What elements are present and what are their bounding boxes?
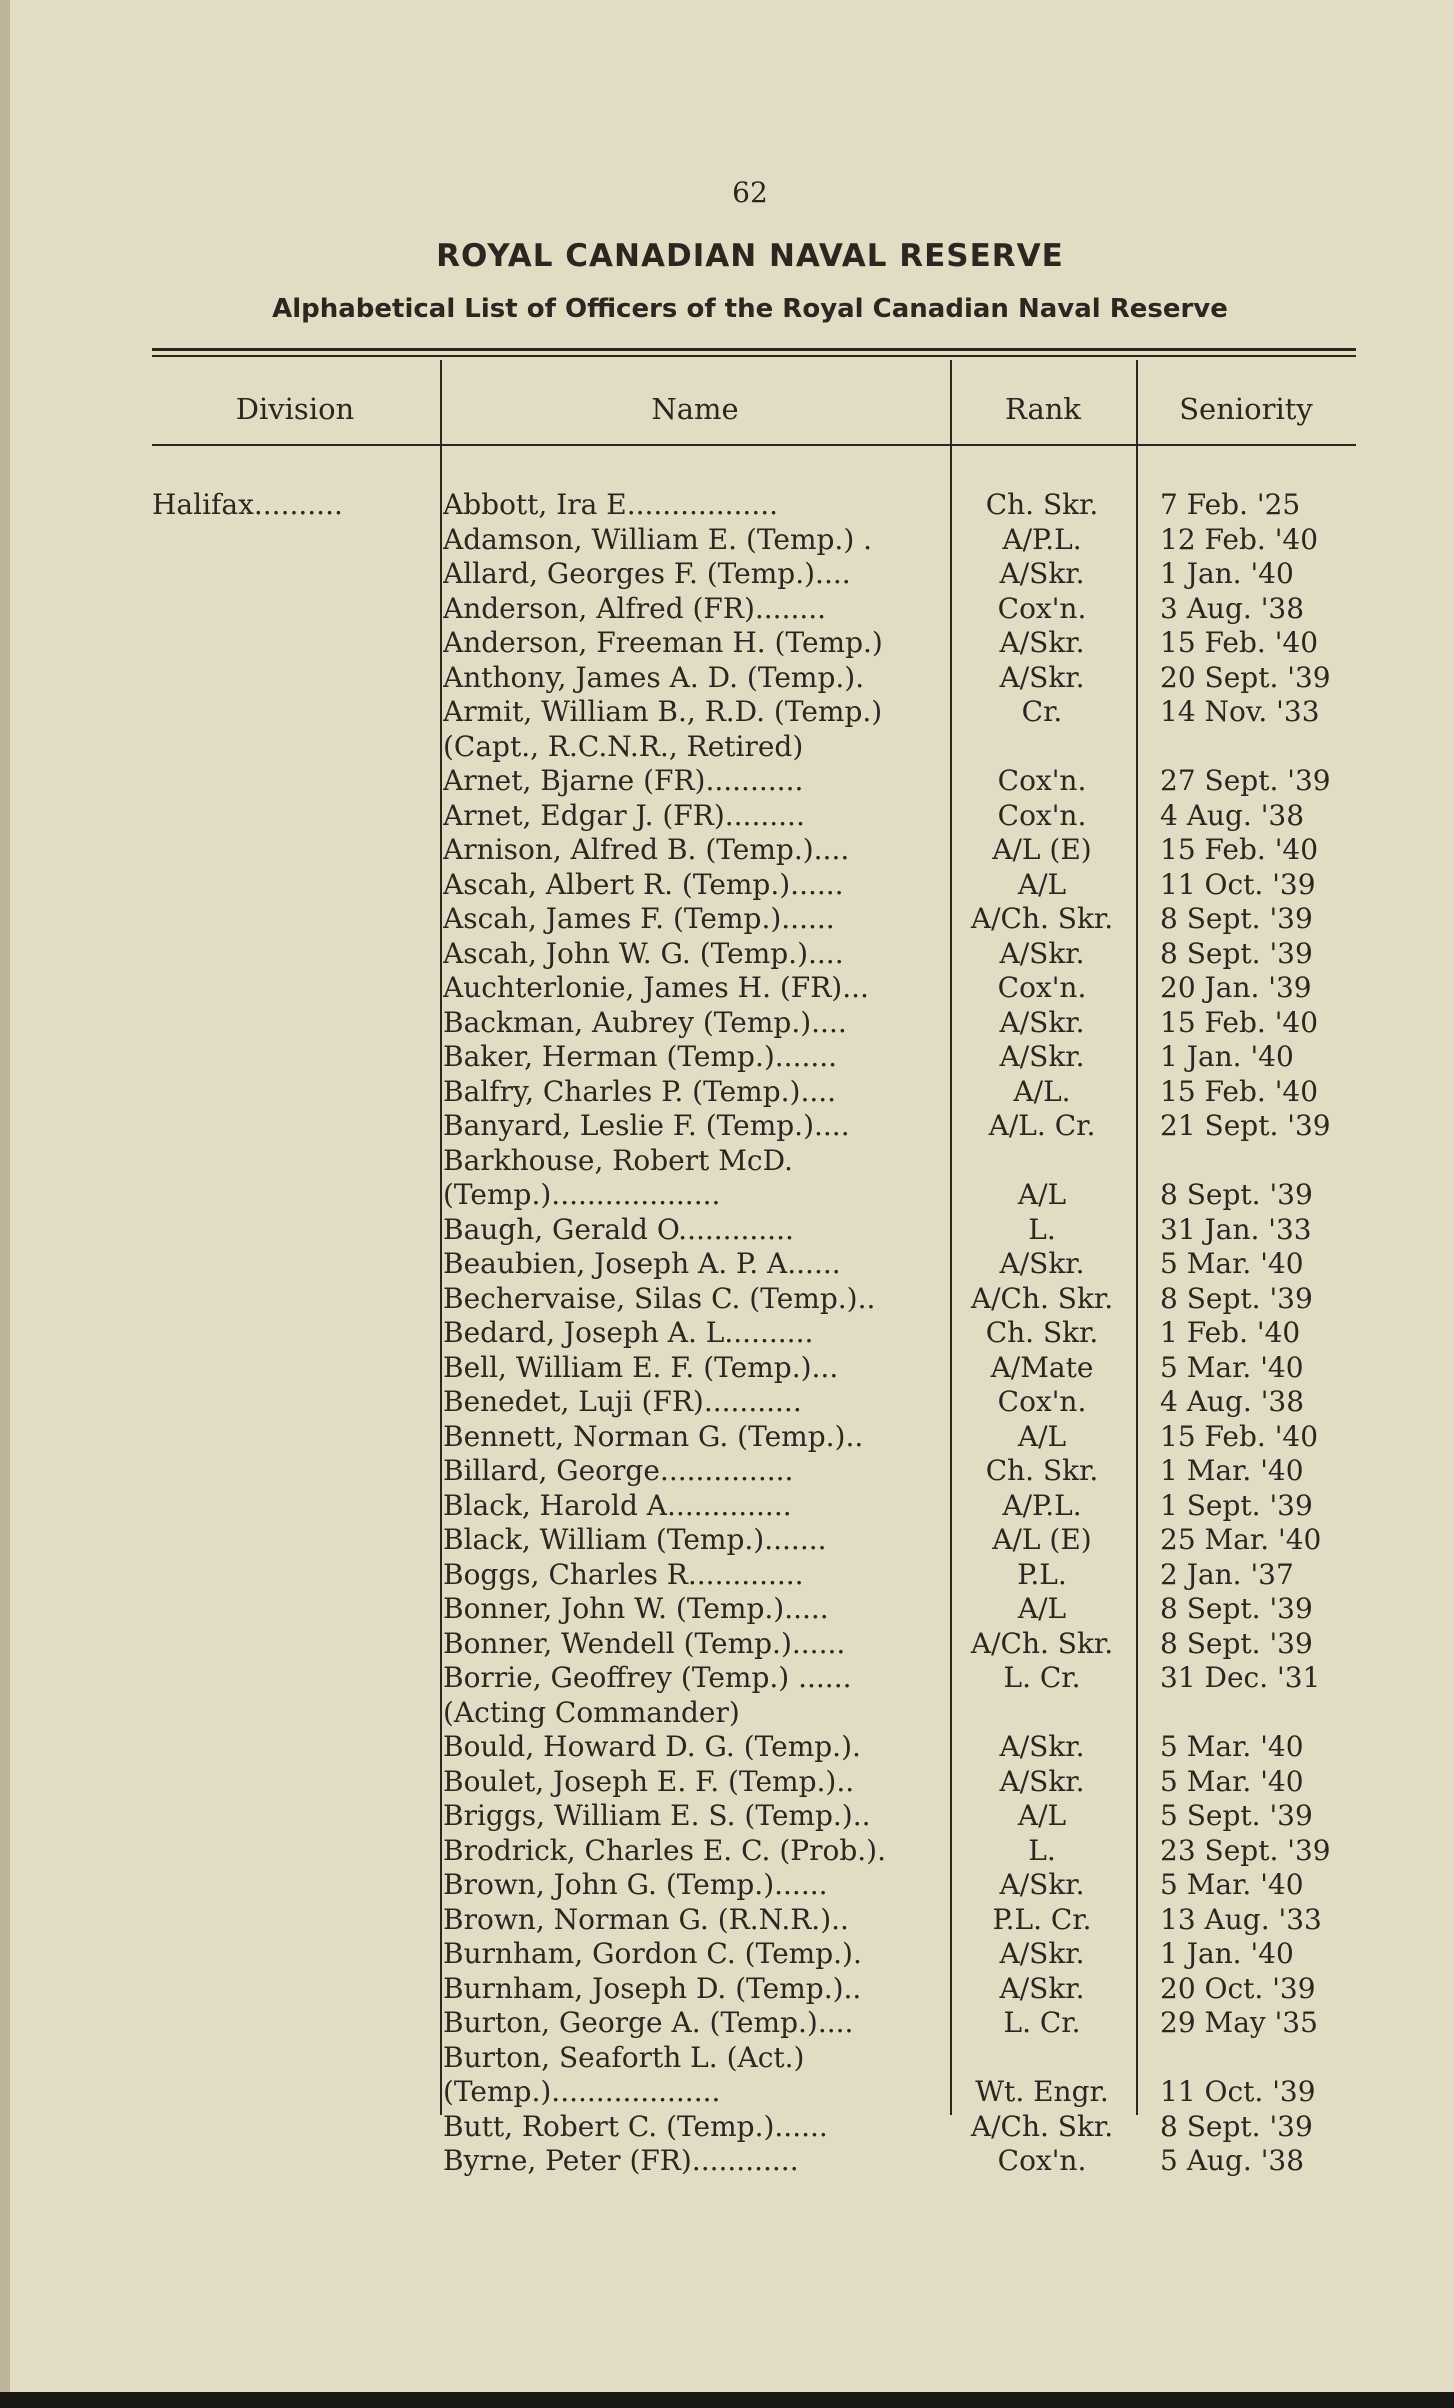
cell-seniority: 8 Sept. '39 <box>1160 1281 1313 1315</box>
cell-seniority: 29 May '35 <box>1160 2006 1318 2039</box>
cell-rank: A/Skr. <box>999 557 1085 590</box>
table-row <box>0 1351 1454 1386</box>
cell-name: Barkhouse, Robert McD. <box>443 1143 793 1177</box>
cell-seniority: 20 Jan. '39 <box>1160 971 1312 1004</box>
header-underline-rank <box>952 444 1136 446</box>
cell-rank: A/Skr. <box>999 1868 1085 1901</box>
cell-name: Burnham, Gordon C. (Temp.). <box>443 1937 862 1970</box>
cell-name: Arnison, Alfred B. (Temp.).... <box>443 833 850 866</box>
cell-name: Balfry, Charles P. (Temp.).... <box>443 1074 837 1108</box>
cell-name: Ascah, James F. (Temp.)...... <box>443 902 835 935</box>
table-row <box>0 799 1454 834</box>
cell-rank: Ch. Skr. <box>985 488 1099 521</box>
cell-name: (Capt., R.C.N.R., Retired) <box>443 729 804 763</box>
cell-seniority: 8 Sept. '39 <box>1160 936 1313 970</box>
table-row <box>0 1972 1454 2007</box>
header-underline-division <box>152 444 440 446</box>
cell-name: Brown, Norman G. (R.N.R.).. <box>443 1902 849 1936</box>
cell-rank: A/Skr. <box>999 626 1085 659</box>
cell-rank: A/Skr. <box>999 1937 1085 1970</box>
officer-list <box>0 488 1454 2179</box>
cell-seniority: 21 Sept. '39 <box>1160 1109 1331 1142</box>
cell-seniority: 5 Mar. '40 <box>1160 1730 1304 1763</box>
cell-name: Black, William (Temp.)....... <box>443 1523 827 1556</box>
table-row <box>0 1868 1454 1903</box>
cell-seniority: 25 Mar. '40 <box>1160 1523 1322 1556</box>
cell-name: Byrne, Peter (FR)............ <box>443 2144 799 2177</box>
table-row <box>0 626 1454 661</box>
cell-rank: A/Skr. <box>999 1764 1085 1798</box>
cell-seniority: 8 Sept. '39 <box>1160 2109 1313 2143</box>
cell-seniority: 15 Feb. '40 <box>1160 626 1319 659</box>
table-row <box>0 1730 1454 1765</box>
cell-rank: A/L (E) <box>992 1523 1092 1556</box>
cell-seniority: 20 Sept. '39 <box>1160 660 1331 694</box>
cell-rank: Ch. Skr. <box>985 1454 1099 1487</box>
table-row <box>0 1109 1454 1144</box>
cell-name: Bechervaise, Silas C. (Temp.).. <box>443 1281 876 1315</box>
cell-name: Burton, Seaforth L. (Act.) <box>443 2040 805 2074</box>
cell-name: Boggs, Charles R............. <box>443 1557 804 1591</box>
table-row <box>0 730 1454 765</box>
table-row <box>0 833 1454 868</box>
cell-name: Bould, Howard D. G. (Temp.). <box>443 1730 861 1763</box>
cell-rank: A/Mate <box>990 1350 1094 1384</box>
cell-rank: Cox'n. <box>997 971 1087 1004</box>
cell-name: Black, Harold A.............. <box>443 1488 792 1522</box>
cell-name: Bonner, John W. (Temp.)..... <box>443 1592 829 1625</box>
page-subtitle: Alphabetical List of Officers of the Royal Canadian Naval Reserve <box>272 294 1228 324</box>
cell-rank: A/Ch. Skr. <box>970 902 1114 935</box>
cell-rank: A/Skr. <box>999 1040 1085 1073</box>
cell-rank: A/L. Cr. <box>988 1109 1096 1142</box>
cell-seniority: 11 Oct. '39 <box>1160 867 1316 901</box>
cell-name: Armit, William B., R.D. (Temp.) <box>443 695 883 728</box>
table-row <box>0 1178 1454 1213</box>
cell-name: Burnham, Joseph D. (Temp.).. <box>443 1971 862 2005</box>
table-row <box>0 695 1454 730</box>
table-row <box>0 1420 1454 1455</box>
table-row <box>0 971 1454 1006</box>
cell-name: Ascah, John W. G. (Temp.).... <box>443 936 844 970</box>
cell-name: Baker, Herman (Temp.)....... <box>443 1040 838 1073</box>
cell-name: Bedard, Joseph A. L.......... <box>443 1316 814 1349</box>
cell-rank: Wt. Engr. <box>975 2075 1109 2108</box>
cell-seniority: 5 Mar. '40 <box>1160 1350 1304 1384</box>
cell-seniority: 3 Aug. '38 <box>1160 591 1305 625</box>
cell-rank: L. Cr. <box>1003 1661 1081 1694</box>
cell-rank: A/P.L. <box>1002 522 1082 556</box>
cell-rank: A/Skr. <box>999 1247 1085 1280</box>
table-row <box>0 1627 1454 1662</box>
cell-name: Adamson, William E. (Temp.) . <box>443 522 873 556</box>
cell-seniority: 8 Sept. '39 <box>1160 902 1313 935</box>
table-row <box>0 1385 1454 1420</box>
table-row <box>0 1040 1454 1075</box>
table-row <box>0 2041 1454 2076</box>
cell-rank: A/Ch. Skr. <box>970 1626 1114 1660</box>
cell-seniority: 5 Mar. '40 <box>1160 1247 1304 1280</box>
cell-seniority: 15 Feb. '40 <box>1160 1074 1319 1108</box>
cell-rank: P.L. <box>1017 1557 1067 1591</box>
table-row <box>0 1558 1454 1593</box>
table-row <box>0 1661 1454 1696</box>
cell-seniority: 1 Jan. '40 <box>1160 1040 1294 1073</box>
cell-seniority: 27 Sept. '39 <box>1160 764 1331 797</box>
cell-seniority: 31 Jan. '33 <box>1160 1212 1312 1246</box>
cell-name: Backman, Aubrey (Temp.).... <box>443 1005 847 1039</box>
table-row <box>0 2006 1454 2041</box>
table-row <box>0 1316 1454 1351</box>
cell-seniority: 15 Feb. '40 <box>1160 1005 1319 1039</box>
table-row <box>0 1696 1454 1731</box>
table-row <box>0 1454 1454 1489</box>
cell-seniority: 13 Aug. '33 <box>1160 1902 1322 1936</box>
cell-seniority: 4 Aug. '38 <box>1160 1385 1305 1418</box>
header-underline-seniority <box>1138 444 1356 446</box>
table-row <box>0 2144 1454 2179</box>
cell-name: Arnet, Bjarne (FR)........... <box>443 764 804 797</box>
cell-name: (Acting Commander) <box>443 1695 740 1729</box>
table-row <box>0 1903 1454 1938</box>
cell-name: (Temp.)................... <box>443 1178 721 1211</box>
cell-rank: P.L. Cr. <box>992 1902 1092 1936</box>
cell-name: Bennett, Norman G. (Temp.).. <box>443 1419 864 1453</box>
table-row <box>0 2075 1454 2110</box>
cell-division: Halifax.......... <box>152 488 343 521</box>
cell-rank: Cox'n. <box>997 1385 1087 1418</box>
cell-name: Banyard, Leslie F. (Temp.).... <box>443 1109 850 1142</box>
cell-name: Bonner, Wendell (Temp.)...... <box>443 1626 846 1660</box>
table-row <box>0 1282 1454 1317</box>
header-double-rule-top <box>152 348 1356 351</box>
cell-rank: A/P.L. <box>1002 1488 1082 1522</box>
cell-name: Brown, John G. (Temp.)...... <box>443 1868 828 1901</box>
cell-name: Brodrick, Charles E. C. (Prob.). <box>443 1833 886 1867</box>
table-row <box>0 1247 1454 1282</box>
cell-seniority: 5 Mar. '40 <box>1160 1764 1304 1798</box>
cell-rank: A/L <box>1017 1799 1067 1832</box>
cell-seniority: 1 Sept. '39 <box>1160 1488 1313 1522</box>
cell-seniority: 1 Jan. '40 <box>1160 1937 1294 1970</box>
table-row <box>0 1799 1454 1834</box>
cell-name: (Temp.)................... <box>443 2075 721 2108</box>
cell-name: Boulet, Joseph E. F. (Temp.).. <box>443 1764 855 1798</box>
cell-name: Allard, Georges F. (Temp.).... <box>443 557 851 590</box>
cell-rank: A/Skr. <box>999 936 1085 970</box>
cell-seniority: 23 Sept. '39 <box>1160 1833 1331 1867</box>
cell-seniority: 31 Dec. '31 <box>1160 1661 1321 1694</box>
table-row <box>0 937 1454 972</box>
cell-rank: A/Skr. <box>999 1730 1085 1763</box>
cell-seniority: 1 Mar. '40 <box>1160 1454 1304 1487</box>
cell-rank: Ch. Skr. <box>985 1316 1099 1349</box>
cell-name: Anthony, James A. D. (Temp.). <box>443 660 865 694</box>
cell-rank: Cr. <box>1021 695 1063 728</box>
table-row <box>0 1523 1454 1558</box>
cell-rank: A/Skr. <box>999 1971 1085 2005</box>
table-row <box>0 1937 1454 1972</box>
cell-seniority: 2 Jan. '37 <box>1160 1557 1294 1591</box>
page-number: 62 <box>732 176 768 209</box>
table-row <box>0 764 1454 799</box>
cell-name: Butt, Robert C. (Temp.)...... <box>443 2109 828 2143</box>
cell-name: Arnet, Edgar J. (FR)......... <box>443 798 805 832</box>
table-row <box>0 661 1454 696</box>
cell-name: Burton, George A. (Temp.).... <box>443 2006 854 2039</box>
cell-rank: Cox'n. <box>997 591 1087 625</box>
cell-seniority: 15 Feb. '40 <box>1160 1419 1319 1453</box>
cell-rank: A/Ch. Skr. <box>970 2109 1114 2143</box>
cell-seniority: 12 Feb. '40 <box>1160 522 1319 556</box>
table-row <box>0 1592 1454 1627</box>
cell-rank: A/L (E) <box>992 833 1092 866</box>
cell-name: Ascah, Albert R. (Temp.)...... <box>443 867 844 901</box>
cell-name: Anderson, Freeman H. (Temp.) <box>443 626 883 659</box>
cell-rank: A/L <box>1017 867 1067 901</box>
page-bottom-edge <box>0 2392 1454 2408</box>
cell-name: Bell, William E. F. (Temp.)... <box>443 1350 839 1384</box>
table-row <box>0 592 1454 627</box>
column-header-name: Name <box>651 392 739 426</box>
cell-rank: L. <box>1028 1833 1056 1867</box>
cell-seniority: 11 Oct. '39 <box>1160 2075 1316 2108</box>
cell-rank: A/Skr. <box>999 1005 1085 1039</box>
cell-rank: A/L <box>1017 1592 1067 1625</box>
cell-name: Borrie, Geoffrey (Temp.) ...... <box>443 1661 852 1694</box>
cell-name: Benedet, Luji (FR)........... <box>443 1385 802 1418</box>
table-row <box>0 523 1454 558</box>
cell-seniority: 8 Sept. '39 <box>1160 1626 1313 1660</box>
cell-seniority: 7 Feb. '25 <box>1160 488 1301 521</box>
cell-name: Baugh, Gerald O............. <box>443 1212 794 1246</box>
table-row <box>0 1144 1454 1179</box>
cell-name: Auchterlonie, James H. (FR)... <box>443 971 869 1004</box>
table-row <box>0 488 1454 523</box>
cell-name: Abbott, Ira E................. <box>443 488 779 521</box>
column-header-seniority: Seniority <box>1179 392 1313 426</box>
cell-seniority: 15 Feb. '40 <box>1160 833 1319 866</box>
cell-seniority: 8 Sept. '39 <box>1160 1178 1313 1211</box>
table-row <box>0 557 1454 592</box>
cell-rank: L. <box>1028 1212 1056 1246</box>
cell-rank: Cox'n. <box>997 764 1087 797</box>
cell-seniority: 4 Aug. '38 <box>1160 798 1305 832</box>
column-header-rank: Rank <box>1004 392 1082 426</box>
cell-seniority: 5 Aug. '38 <box>1160 2144 1305 2177</box>
cell-seniority: 8 Sept. '39 <box>1160 1592 1313 1625</box>
cell-seniority: 14 Nov. '33 <box>1160 695 1320 728</box>
cell-seniority: 1 Feb. '40 <box>1160 1316 1301 1349</box>
cell-seniority: 1 Jan. '40 <box>1160 557 1294 590</box>
cell-rank: A/L <box>1017 1419 1067 1453</box>
table-row <box>0 1489 1454 1524</box>
cell-seniority: 5 Mar. '40 <box>1160 1868 1304 1901</box>
table-row <box>0 1834 1454 1869</box>
cell-seniority: 5 Sept. '39 <box>1160 1799 1313 1832</box>
table-row <box>0 2110 1454 2145</box>
table-row <box>0 902 1454 937</box>
cell-name: Briggs, William E. S. (Temp.).. <box>443 1799 871 1832</box>
table-row <box>0 1075 1454 1110</box>
cell-rank: L. Cr. <box>1003 2006 1081 2039</box>
table-row <box>0 868 1454 903</box>
cell-rank: Cox'n. <box>997 798 1087 832</box>
cell-name: Anderson, Alfred (FR)........ <box>443 591 827 625</box>
cell-name: Billard, George............... <box>443 1454 794 1487</box>
cell-rank: A/L <box>1017 1178 1067 1211</box>
cell-name: Beaubien, Joseph A. P. A...... <box>443 1247 841 1280</box>
cell-seniority: 20 Oct. '39 <box>1160 1971 1316 2005</box>
table-row <box>0 1765 1454 1800</box>
header-double-rule-bottom <box>152 355 1356 357</box>
cell-rank: A/Skr. <box>999 660 1085 694</box>
table-row <box>0 1213 1454 1248</box>
cell-rank: Cox'n. <box>997 2144 1087 2177</box>
cell-rank: A/Ch. Skr. <box>970 1281 1114 1315</box>
column-header-division: Division <box>235 392 355 426</box>
header-underline-name <box>442 444 950 446</box>
table-row <box>0 1006 1454 1041</box>
page-title: ROYAL CANADIAN NAVAL RESERVE <box>436 238 1064 274</box>
cell-rank: A/L. <box>1013 1074 1071 1108</box>
